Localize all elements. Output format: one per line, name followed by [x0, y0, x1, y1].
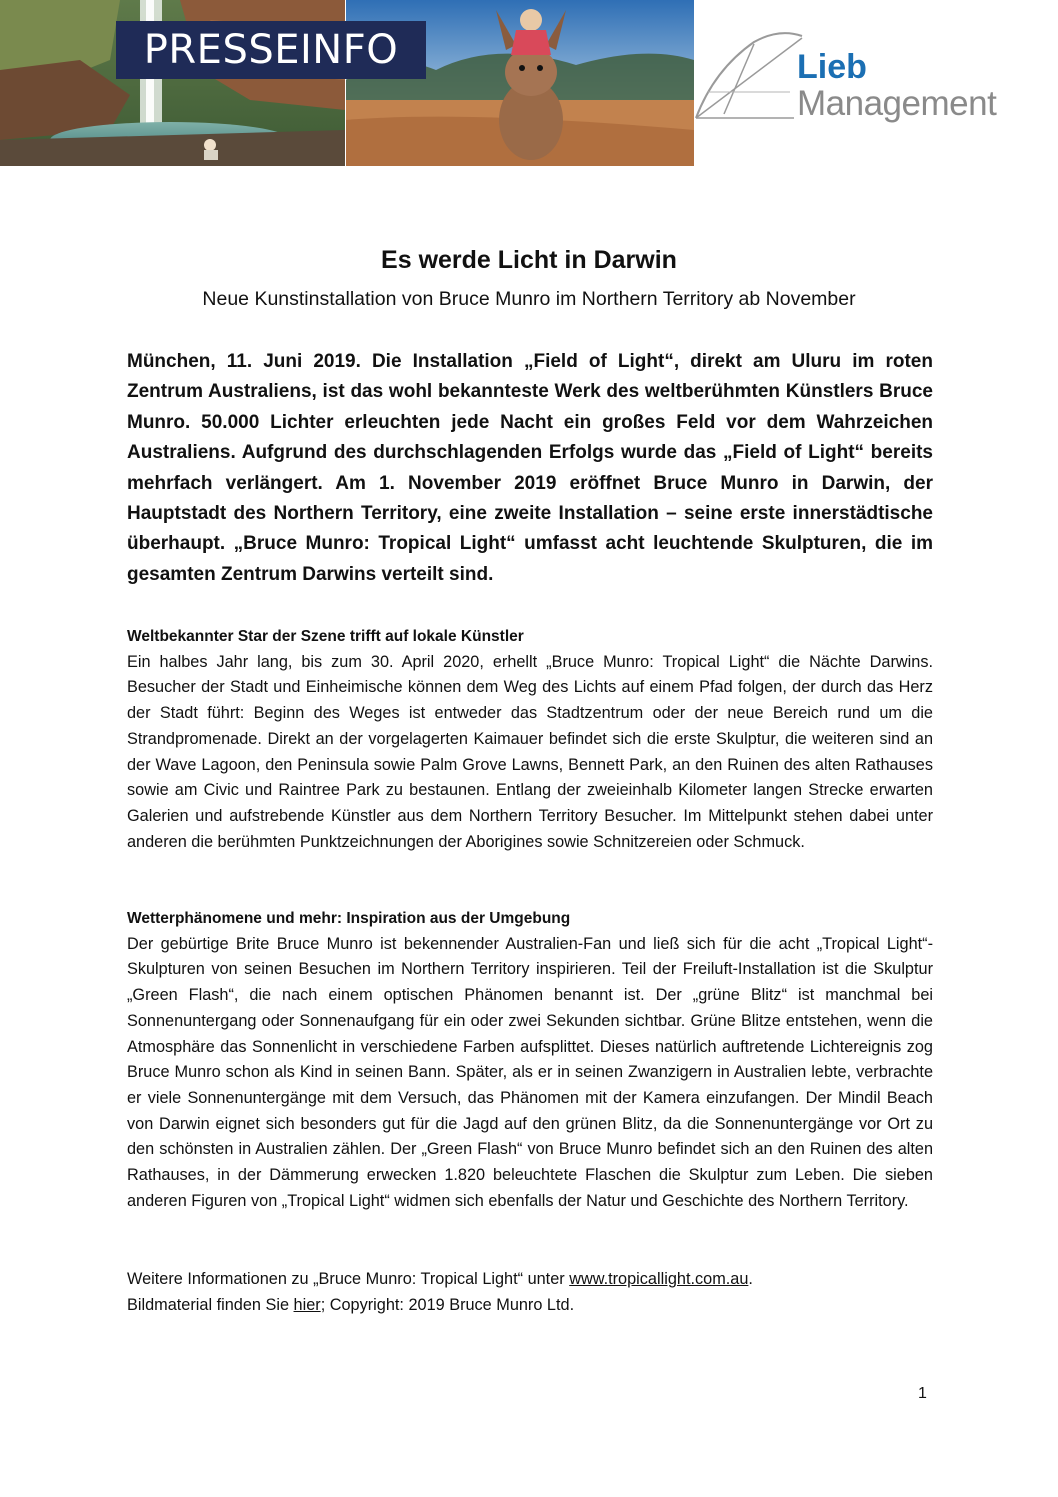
section-body: Ein halbes Jahr lang, bis zum 30. April 2020, erhellt „Bruce Munro: Tropical Light“ die Nächte Darwins. Besucher der Stadt und Einheimische können dem Weg des Lichts auf einem Pfad folgen, der durch das Herz der Stadt führt: Beginn des Weges ist entweder das Stadtzentrum oder der neue Bereich rund um die Strandpromenade. Direkt an der vorgelagerten Kaimauer befindet sich die erste Skulptur, die weiteren sind an der Wave Lagoon, den Peninsula sowie Palm Grove Lawns, Bennett Park, an den Ruinen des alten Rathauses sowie am Civic und Raintree Park zu bestaunen. Entlang der zweieinhalb Kilometer langen Strecke erwarten Galerien und aufstrebende Künstler aus dem Northern Territory Besucher. Im Mittelpunkt stehen dabei unter anderen die berühmten Punktzeichnungen der Aborigines sowie Schnitzereien oder Schmuck. — [127, 652, 933, 851]
section-2 — [127, 906, 933, 1214]
section-1 — [127, 624, 933, 855]
copyright-text: ; Copyright: 2019 Bruce Munro Ltd. — [320, 1296, 575, 1314]
more-info-line — [127, 1266, 933, 1292]
document-title: Es werde Licht in Darwin — [381, 246, 677, 274]
logo-mark-icon — [694, 30, 804, 130]
header-banner — [0, 0, 694, 166]
lieb-management-logo — [694, 30, 1034, 130]
image-material-link[interactable]: hier — [293, 1296, 321, 1314]
more-info-suffix: . — [748, 1270, 753, 1288]
document-subtitle: Neue Kunstinstallation von Bruce Munro im Northern Territory ab November — [202, 288, 856, 310]
logo-text-management: Management — [797, 84, 997, 123]
presseinfo-label: PRESSEINFO — [116, 21, 426, 79]
footer-info — [127, 1266, 933, 1318]
lead-paragraph: München, 11. Juni 2019. Die Installation „Field of Light“, direkt am Uluru im roten Zentrum Australiens, ist das wohl bekannteste Werk des weltberühmten Künstlers Bruce Munro. 50.000 Lichter erleuchten jede Nacht ein großes Feld vor dem Wahrzeichen Australiens. Aufgrund des durchschlagenden Erfolgs wurde das „Field of Light“ bereits mehrfach verlängert. Am 1. November 2019 eröffnet Bruce Munro in Darwin, der Hauptstadt des Northern Territory, eine zweite Installation – seine erste innerstädtische überhaupt. „Bruce Munro: Tropical Light“ umfasst acht leuchtende Skulpturen, die im gesamten Zentrum Darwins verteilt sind. — [127, 351, 933, 585]
page-number: 1 — [918, 1385, 927, 1402]
logo-text-lieb: Lieb — [797, 48, 867, 86]
image-material-text: Bildmaterial finden Sie — [127, 1296, 294, 1314]
more-info-text: Weitere Informationen zu „Bruce Munro: Tropical Light“ unter — [127, 1270, 570, 1288]
image-material-line — [127, 1292, 933, 1318]
website-link[interactable]: www.tropicallight.com.au — [569, 1270, 749, 1288]
section-heading: Wetterphänomene und mehr: Inspiration aus der Umgebung — [127, 910, 571, 927]
section-heading: Weltbekannter Star der Szene trifft auf lokale Künstler — [127, 628, 524, 645]
section-body: Der gebürtige Brite Bruce Munro ist bekennender Australien-Fan und ließ sich für die acht „Tropical Light“-Skulpturen von seinen Besuchen im Northern Territory inspirieren. Teil der Freiluft-Installation ist die Skulptur „Green Flash“, die nach einem optischen Phänomen benannt ist. Der „grüne Blitz“ ist manchmal bei Sonnenuntergang oder Sonnenaufgang für ein oder zwei Sekunden sichtbar. Grüne Blitze entstehen, wenn die Atmosphäre das Sonnenlicht in verschiedene Farben aufsplittet. Dieses natürlich auftretende Lichtereignis zog Bruce Munro schon als Kind in seinen Bann. Später, als er in seinen Zwanzigern in Australien lebte, verbrachte er viele Sonnenuntergänge mit dem Versuch, das Phänomen mit der Kamera einzufangen. Der Mindil Beach von Darwin eignet sich besonders gut für die Jagd auf den grünen Blitz, da die Sonnenuntergänge vor Ort zu den schönsten in Australien zählen. Der „Green Flash“ von Bruce Munro befindet sich an den Ruinen des alten Rathauses, in der Dämmerung erwecken 1.820 beleuchtete Flaschen die Skulptur zum Leben. Die sieben anderen Figuren von „Tropical Light“ widmen sich ebenfalls der Natur und Geschichte des Northern Territory. — [127, 934, 933, 1210]
